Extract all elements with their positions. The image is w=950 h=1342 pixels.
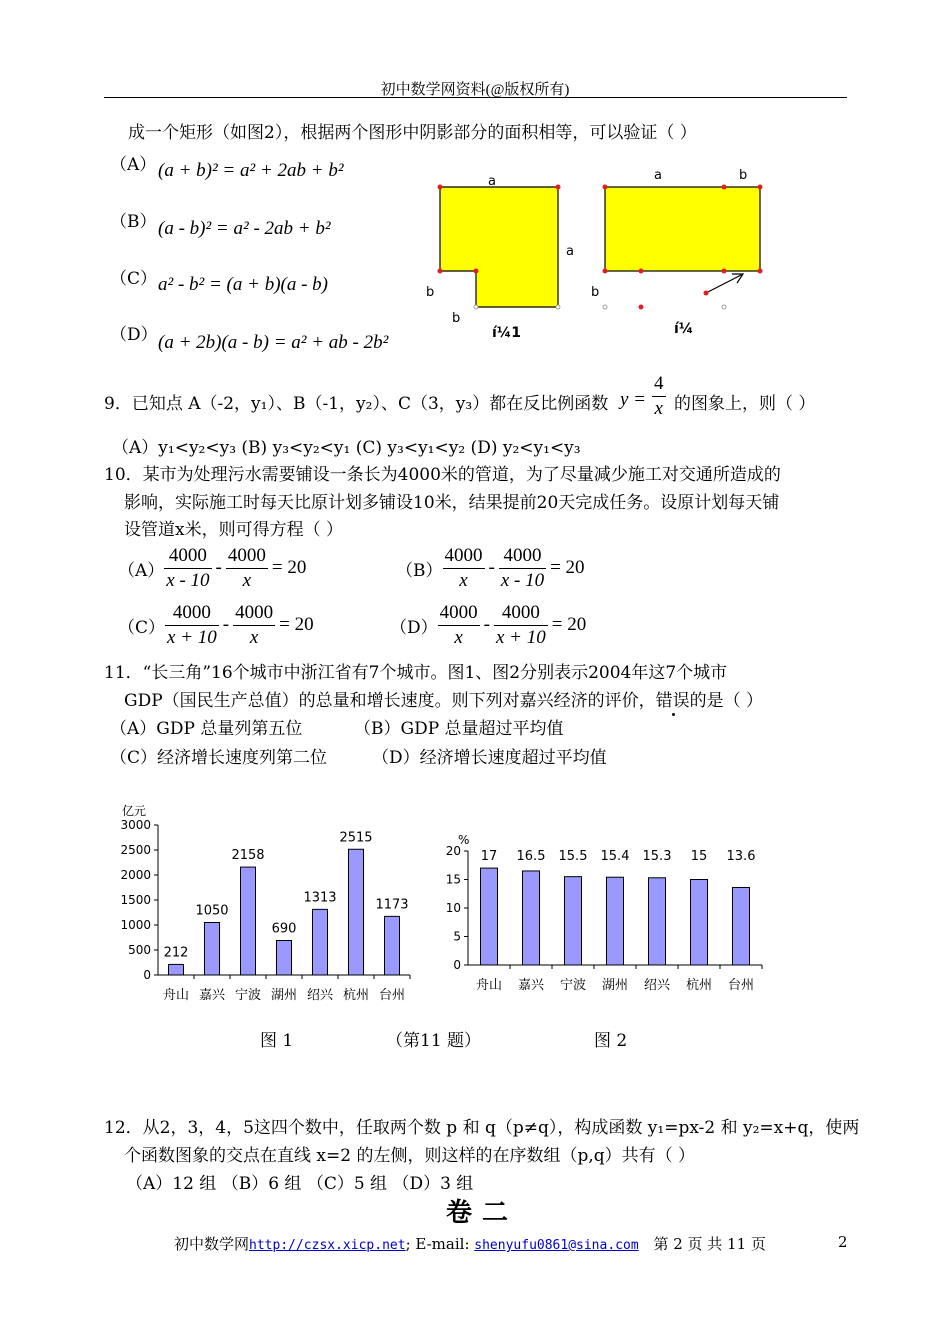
x-category-label: 台州 [727, 978, 755, 993]
q11-caption-mid: （第11 题） [386, 1031, 482, 1051]
x-category-label: 湖州 [270, 988, 298, 1003]
q9-stem: 9．已知点 A（-2，y₁）、B（-1，y₂）、C（3，y₃）都在反比例函数 [104, 394, 609, 414]
bar-绍兴 [649, 878, 666, 965]
y-tick-label: 0 [143, 968, 151, 982]
q10-option-a-label: （A） [118, 560, 165, 581]
bar-台州 [385, 916, 400, 975]
x-category-label: 宁波 [559, 978, 587, 993]
q10-line3: 设管道x米，则可得方程（ ） [124, 520, 343, 540]
y-tick-label: 2500 [120, 843, 151, 857]
footer-url-link[interactable]: http://czsx.xicp.net [249, 1238, 406, 1253]
fig2-left-label: b [591, 285, 600, 300]
x-category-label: 湖州 [601, 978, 629, 993]
q10-option-d: （D） $\frac{4000}{x}$ - $\frac{4000}{x + 10}$ = 20 [390, 601, 587, 648]
x-category-label: 绍兴 [643, 978, 671, 993]
y-tick-label: 3000 [120, 818, 151, 832]
q8-option-a-label: （A） [110, 155, 157, 175]
x-category-label: 杭州 [342, 988, 370, 1003]
bar-台州 [733, 887, 750, 965]
q10-option-c: （C） $\frac{4000}{x + 10}$ - $\frac{4000}{x}$ = 20 [118, 601, 314, 648]
data-label: 1313 [303, 890, 337, 906]
y-tick-label: 5 [453, 929, 461, 944]
q10-option-c-frac2: $\frac{4000}{x}$ [235, 601, 274, 648]
y-tick-label: 15 [445, 872, 461, 887]
bar-嘉兴 [523, 871, 540, 965]
fig1-bottom-label: b [452, 311, 461, 326]
data-label: 17 [480, 849, 498, 864]
bar-杭州 [691, 880, 708, 966]
y-tick-label: 10 [445, 901, 461, 915]
fig1-caption: í¼1 [492, 325, 522, 341]
footer-prefix: 初中数学网 [174, 1235, 250, 1253]
bar-宁波 [241, 867, 256, 975]
fig1-right-label: a [566, 244, 574, 259]
q10-option-c-label: （C） [118, 617, 166, 638]
q10-option-c-frac1: $\frac{4000}{x + 10}$ [167, 601, 217, 648]
q8-option-c-formula: a² - b² = (a + b)(a - b) [158, 274, 328, 295]
q11-option-d: （D）经济增长速度超过平均值 [372, 748, 607, 768]
q8-option-a-formula: (a + b)² = a² + 2ab + b² [158, 160, 344, 181]
fig2-caption: í¼ [674, 321, 694, 337]
bar-嘉兴 [205, 923, 220, 976]
q9-stem-post: 的图象上，则（ ） [674, 394, 816, 414]
data-label: 15.4 [600, 849, 630, 864]
bar-舟山 [481, 868, 498, 965]
footer-email-label: ; E-mail: [405, 1235, 470, 1253]
data-label: 13.6 [726, 849, 756, 864]
page-header-title: 初中数学网资料(@版权所有) [380, 82, 570, 98]
fig2-top-label-a: a [654, 168, 662, 183]
bar-舟山 [169, 964, 184, 975]
page-footer [174, 1233, 766, 1254]
figure-2 [591, 168, 763, 337]
data-label: 1173 [375, 897, 409, 913]
q10-line1: 10．某市为处理污水需要铺设一条长为4000米的管道，为了尽量减少施工对交通所造成的 [104, 465, 781, 485]
x-category-label: 嘉兴 [517, 978, 545, 993]
q10-line2: 影响，实际施工时每天比原计划多铺设10米，结果提前20天完成任务。设原计划每天铺 [124, 493, 780, 513]
x-category-label: 宁波 [234, 988, 262, 1003]
chart-gdp-growth [436, 830, 776, 1000]
y-tick-label: 20 [445, 844, 461, 858]
bar-湖州 [277, 941, 292, 976]
q11-option-c: （C）经济增长速度列第二位 [110, 748, 328, 768]
y-tick-label: 0 [453, 958, 461, 972]
footer-page-number: 2 [838, 1233, 848, 1251]
q11-emphasis-dots: 错误 [656, 686, 690, 711]
q11-line1: 11．“长三角”16个城市中浙江省有7个城市。图1、图2分别表示2004年这7个城市 [104, 663, 728, 683]
figure-2-shape [605, 187, 760, 271]
y-tick-label: 500 [128, 943, 151, 957]
q9-func-fraction [652, 372, 666, 421]
bar-湖州 [607, 877, 624, 965]
x-category-label: 舟山 [475, 978, 503, 993]
x-category-label: 舟山 [162, 988, 190, 1003]
data-label: 15.5 [558, 849, 588, 864]
data-label: 16.5 [516, 849, 546, 864]
q8-option-d-label: （D） [110, 325, 158, 345]
q11-line2: GDP（国民生产总值）的总量和增长速度。则下列对嘉兴经济的评价，错误的是（ ） [124, 686, 763, 711]
data-label: 1050 [195, 903, 229, 919]
footer-email-link[interactable]: shenyufu0861@sina.com [474, 1238, 639, 1253]
q9-func-den: x [654, 398, 663, 419]
y-axis-unit-label: 亿元 [122, 804, 147, 818]
q10-option-d-label: （D） [390, 617, 438, 638]
q10-option-a-frac2: $\frac{4000}{x}$ [227, 544, 266, 591]
q10-option-a: （A） $\frac{4000}{x - 10}$ - $\frac{4000}{x}$ = 20 [118, 544, 307, 591]
data-label: 212 [163, 945, 189, 961]
data-label: 15 [690, 849, 708, 864]
q12-line1: 12．从2，3，4，5这四个数中，任取两个数 p 和 q（p≠q），构成函数 y₁=px-2 和 y₂=x+q，使两 [104, 1118, 860, 1138]
q11-caption-2: 图 2 [594, 1031, 628, 1051]
bar-杭州 [349, 849, 364, 975]
q10-option-b-label: （B） [396, 560, 443, 581]
q9-func-lhs: y = [620, 389, 647, 410]
q11-option-b: （B）GDP 总量超过平均值 [354, 719, 564, 739]
footer-pages: 第 2 页 共 11 页 [653, 1235, 766, 1253]
q9-func-num: 4 [652, 372, 666, 397]
q8-option-c-label: （C） [110, 269, 158, 289]
header-rule [104, 97, 847, 98]
q10-option-d-frac1: $\frac{4000}{x}$ [439, 601, 478, 648]
x-category-label: 绍兴 [306, 988, 334, 1003]
x-category-label: 嘉兴 [198, 988, 226, 1003]
y-axis-unit-label: % [458, 833, 470, 847]
figure-1-shape [440, 187, 558, 307]
q11-caption-1: 图 1 [260, 1031, 294, 1051]
data-label: 15.3 [642, 849, 672, 864]
q10-option-b-frac1: $\frac{4000}{x}$ [444, 544, 483, 591]
q8-option-b-label: （B） [110, 212, 157, 232]
x-category-label: 杭州 [685, 978, 713, 993]
figure-1 [426, 174, 574, 341]
x-category-label: 台州 [378, 988, 406, 1003]
y-tick-label: 1000 [120, 918, 151, 932]
q12-options: （A）12 组 （B）6 组 （C）5 组 （D）3 组 [126, 1174, 474, 1194]
data-label: 2158 [231, 848, 265, 864]
q8-option-d-formula: (a + 2b)(a - b) = a² + ab - 2b² [158, 332, 389, 353]
fig1-top-label: a [488, 174, 496, 189]
y-tick-label: 2000 [120, 868, 151, 882]
fig2-top-label-b: b [739, 168, 748, 183]
q8-option-b-formula: (a - b)² = a² - 2ab + b² [158, 218, 331, 239]
q10-option-b-frac2: $\frac{4000}{x - 10}$ [500, 544, 545, 591]
y-tick-label: 1500 [120, 893, 151, 907]
q8-figures [420, 165, 780, 345]
q10-option-d-frac2: $\frac{4000}{x + 10}$ [495, 601, 546, 648]
q11-option-a: （A）GDP 总量列第五位 [110, 719, 303, 739]
chart-gdp-total [100, 798, 420, 1013]
section-title: 卷二 [446, 1198, 519, 1228]
bar-绍兴 [313, 909, 328, 975]
bar-宁波 [565, 877, 582, 965]
data-label: 690 [271, 921, 297, 937]
data-label: 2515 [339, 830, 373, 846]
q9-options: （A）y₁<y₂<y₃ (B) y₃<y₂<y₁ (C) y₃<y₁<y₂ (D) y₂<y₁<y₃ [112, 438, 581, 458]
q10-option-a-frac1: $\frac{4000}{x - 10}$ [166, 544, 210, 591]
q10-option-b: （B） $\frac{4000}{x}$ - $\frac{4000}{x - 10}$ = 20 [396, 544, 585, 591]
fig1-left-label: b [426, 285, 435, 300]
q12-line2: 个函数图象的交点在直线 x=2 的左侧，则这样的在序数组（p,q）共有（ ） [124, 1146, 696, 1166]
q8-stem: 成一个矩形（如图2），根据两个图形中阴影部分的面积相等，可以验证（ ） [128, 123, 697, 143]
